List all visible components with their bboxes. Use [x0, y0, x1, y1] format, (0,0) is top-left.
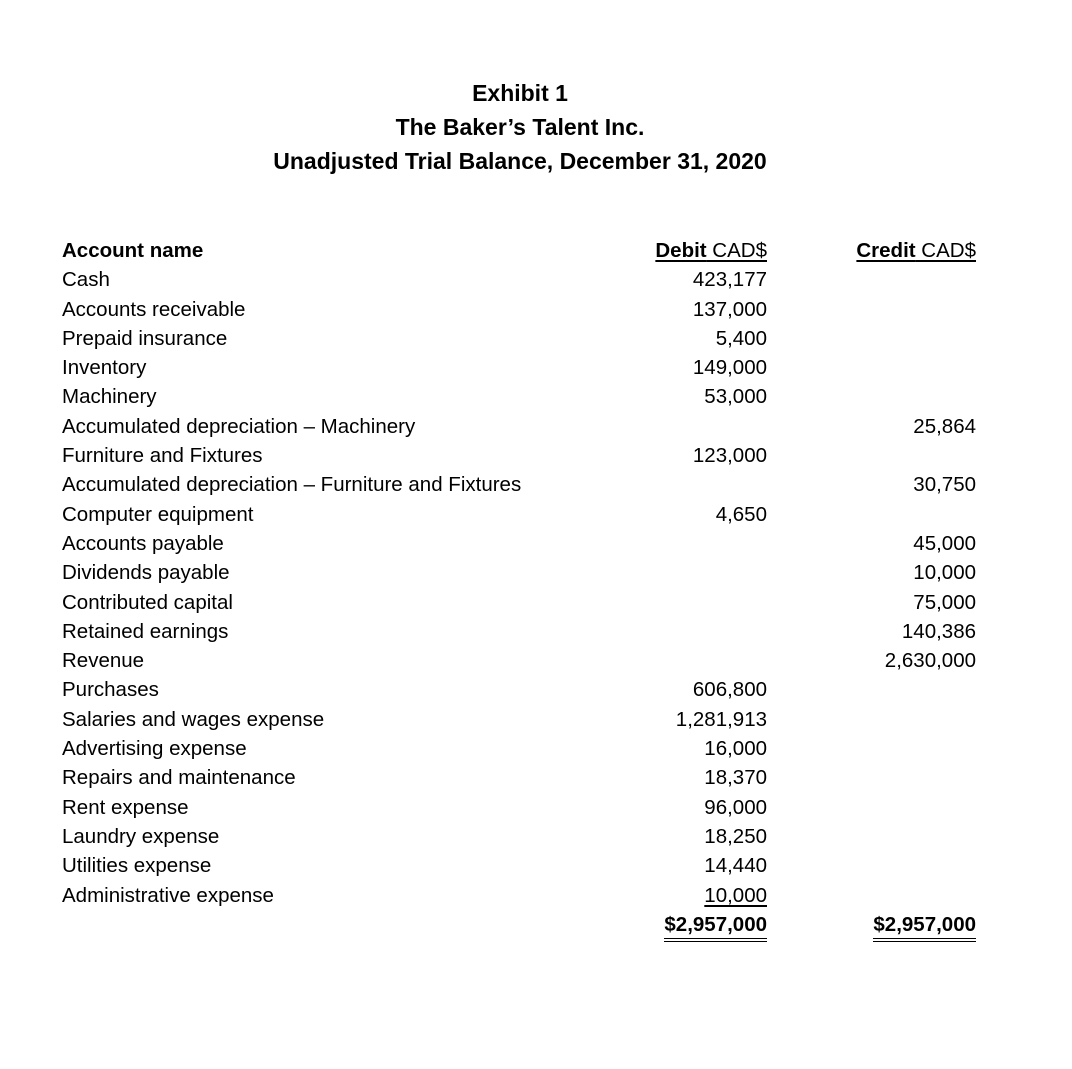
debit-amount: 16,000 — [704, 737, 767, 761]
account-name: Accounts payable — [62, 531, 224, 555]
account-rows — [62, 265, 976, 910]
account-name: Salaries and wages expense — [62, 707, 325, 731]
table-row — [62, 324, 976, 353]
credit-header-label: Credit — [856, 239, 916, 262]
credit-total — [873, 910, 976, 942]
debit-amount: 606,800 — [692, 678, 767, 702]
debit-amount: 5,400 — [715, 326, 767, 350]
credit-amount: 2,630,000 — [884, 649, 976, 673]
account-name: Inventory — [62, 356, 147, 380]
debit-amount: 18,370 — [704, 766, 767, 790]
debit-total-value: $2,957,000 — [664, 913, 767, 942]
table-row — [62, 881, 976, 910]
table-row — [62, 529, 976, 558]
debit-amount: 53,000 — [704, 385, 767, 409]
account-name: Administrative expense — [62, 883, 274, 907]
table-row — [62, 353, 976, 382]
table-row — [62, 734, 976, 763]
account-name: Accumulated depreciation – Machinery — [62, 414, 416, 438]
credit-amount: 30,750 — [913, 473, 976, 497]
debit-amount: 96,000 — [704, 795, 767, 819]
debit-amount: 123,000 — [692, 444, 767, 468]
account-name: Prepaid insurance — [62, 326, 228, 350]
trial-balance-table — [62, 236, 976, 939]
credit-header — [856, 236, 976, 265]
debit-header-unit: CAD$ — [706, 239, 767, 262]
debit-amount: 14,440 — [704, 854, 767, 878]
table-row — [62, 822, 976, 851]
exhibit-label: Exhibit 1 — [472, 80, 568, 106]
debit-amount: 1,281,913 — [675, 707, 767, 731]
credit-header-unit: CAD$ — [915, 239, 976, 262]
debit-amount: 137,000 — [692, 297, 767, 321]
account-name: Accumulated depreciation – Furniture and Fixtures — [62, 473, 522, 497]
table-row — [62, 382, 976, 411]
account-name: Computer equipment — [62, 502, 254, 526]
table-row — [62, 675, 976, 704]
account-name: Repairs and maintenance — [62, 766, 296, 790]
account-name: Contributed capital — [62, 590, 233, 614]
table-header-row — [62, 236, 976, 265]
debit-amount: 423,177 — [692, 268, 767, 292]
account-name: Dividends payable — [62, 561, 230, 585]
table-row — [62, 558, 976, 587]
debit-total — [664, 910, 767, 942]
table-row — [62, 295, 976, 324]
credit-total-value: $2,957,000 — [873, 913, 976, 942]
totals-row — [62, 910, 976, 939]
account-name: Rent expense — [62, 795, 189, 819]
account-name-header: Account name — [62, 239, 204, 262]
table-row — [62, 588, 976, 617]
debit-amount: 149,000 — [692, 356, 767, 380]
report-title: Unadjusted Trial Balance, December 31, 2020 — [273, 148, 767, 174]
table-row — [62, 441, 976, 470]
account-name: Purchases — [62, 678, 159, 702]
table-row — [62, 763, 976, 792]
credit-amount: 10,000 — [913, 561, 976, 585]
table-row — [62, 412, 976, 441]
account-name: Utilities expense — [62, 854, 212, 878]
debit-amount: 18,250 — [704, 824, 767, 848]
account-name: Furniture and Fixtures — [62, 444, 263, 468]
table-row — [62, 617, 976, 646]
account-name: Accounts receivable — [62, 297, 246, 321]
credit-amount: 45,000 — [913, 531, 976, 555]
debit-header — [655, 236, 767, 265]
account-name: Retained earnings — [62, 619, 229, 643]
debit-amount: 4,650 — [715, 502, 767, 526]
table-row — [62, 851, 976, 880]
table-row — [62, 705, 976, 734]
account-name: Cash — [62, 268, 110, 292]
account-name: Machinery — [62, 385, 157, 409]
credit-amount: 140,386 — [901, 619, 976, 643]
account-name: Revenue — [62, 649, 145, 673]
credit-amount: 75,000 — [913, 590, 976, 614]
account-name: Advertising expense — [62, 737, 247, 761]
company-name: The Baker’s Talent Inc. — [395, 114, 645, 140]
account-name: Laundry expense — [62, 824, 220, 848]
table-row — [62, 265, 976, 294]
table-row — [62, 500, 976, 529]
debit-header-label: Debit — [655, 239, 707, 262]
credit-amount: 25,864 — [913, 414, 976, 438]
table-row — [62, 793, 976, 822]
table-row — [62, 470, 976, 499]
table-row — [62, 646, 976, 675]
debit-amount: 10,000 — [704, 883, 767, 907]
